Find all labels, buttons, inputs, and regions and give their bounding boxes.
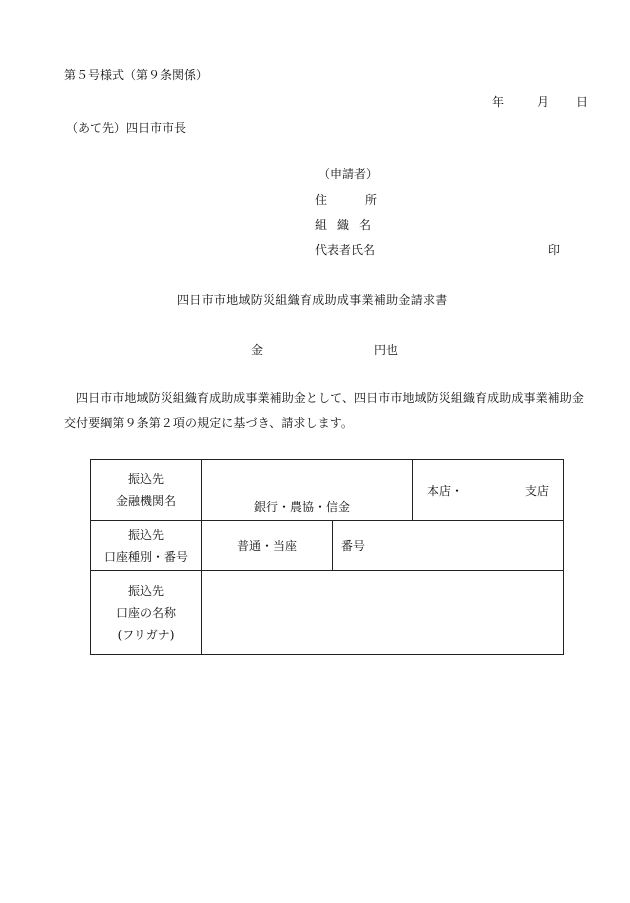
branch-name-field[interactable] — [413, 460, 564, 521]
date-day-label: 日 — [576, 95, 589, 109]
document-title: 四日市市地域防災組織育成助成事業補助金請求書 — [177, 293, 448, 307]
bank-type-options: 銀行・農協・信金 — [254, 500, 351, 514]
account-holder-field[interactable] — [202, 571, 564, 655]
amount-prefix: 金 — [251, 343, 264, 357]
account-type-field[interactable]: 普通・当座 — [202, 521, 333, 571]
body-text: 四日市市地域防災組織育成助成事業補助金として、四日市市地域防災組織育成助成事業補助金交付要綱第９条第２項の規定に基づき、請求します。 — [64, 391, 584, 430]
bank-name-field[interactable] — [202, 460, 413, 521]
addressee: （あて先）四日市市長 — [66, 121, 187, 135]
head-office-label: 本店・ — [427, 484, 464, 498]
account-label-line2: 口座種別・番号 — [103, 549, 188, 564]
seal-mark: 印 — [548, 243, 561, 257]
date-month-label: 月 — [537, 95, 550, 109]
bank-transfer-table — [90, 459, 564, 655]
account-label-line1: 振込先 — [127, 527, 164, 542]
bank-label-line1: 振込先 — [127, 472, 164, 486]
form-number: 第５号様式（第９条関係） — [64, 68, 209, 82]
holder-label-line1: 振込先 — [127, 583, 164, 598]
account-label-cell — [91, 521, 202, 571]
holder-label-line2: 口座の名称 — [115, 605, 176, 620]
holder-label-line3: (フリガナ) — [117, 627, 175, 642]
bank-label-line2: 金融機関名 — [115, 494, 176, 508]
account-row — [91, 521, 564, 571]
representative-label: 代表者氏名 — [315, 243, 376, 257]
date-year-label: 年 — [492, 95, 505, 109]
address-label: 住所 — [315, 193, 416, 207]
account-holder-label-cell — [91, 571, 202, 655]
branch-label: 支店 — [525, 484, 550, 498]
bank-name-row — [91, 460, 564, 521]
account-holder-row — [91, 571, 564, 655]
bank-name-label-cell — [91, 460, 202, 521]
account-number-field[interactable]: 番号 — [333, 521, 564, 571]
amount-suffix: 円也 — [374, 343, 399, 357]
organization-label: 組織名 — [315, 218, 382, 232]
applicant-heading: （申請者） — [318, 167, 379, 181]
